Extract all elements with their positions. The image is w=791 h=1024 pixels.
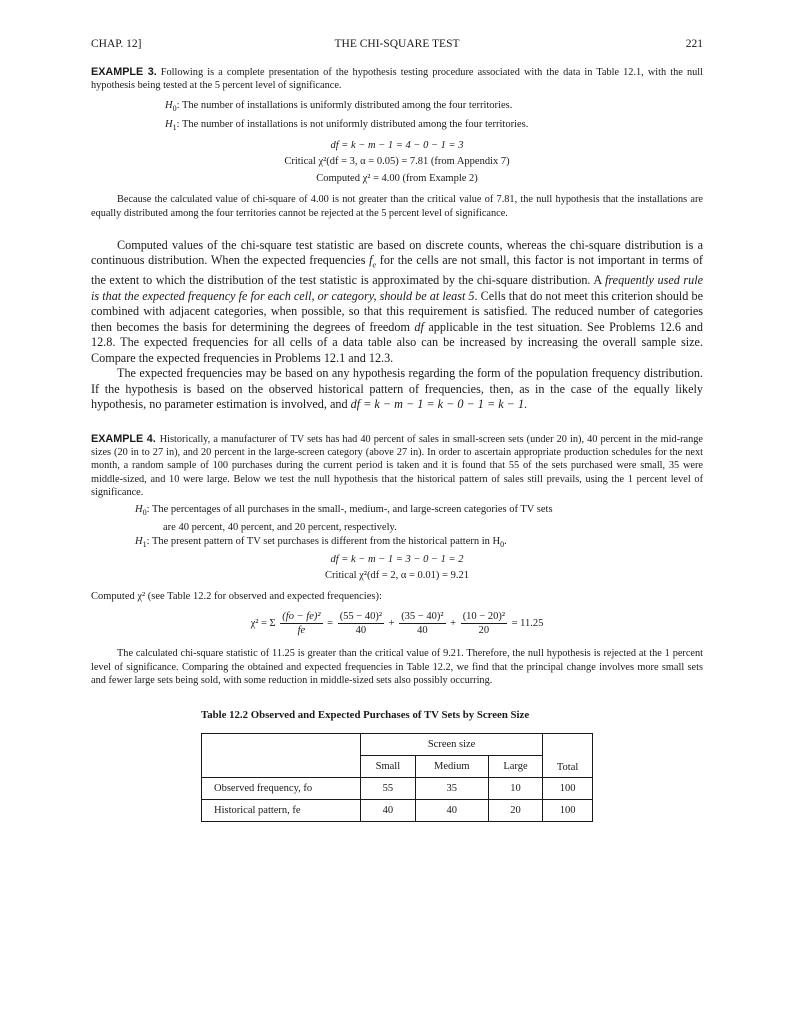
table-caption: Table 12.2 Observed and Expected Purchases of TV Sets by Screen Size (201, 709, 530, 722)
table-cell: 10 (488, 777, 542, 799)
example-4-h1: $H_1$: The present pattern of TV set purchases is different from the historical pattern in $H_0$. (135, 536, 507, 550)
running-title: THE CHI-SQUARE TEST (334, 38, 460, 50)
table-cell: 100 (543, 777, 593, 799)
formula-result: = 11.25 (511, 618, 544, 630)
formula-general-term: $\frac{\text{(fo − fe)²}}{fe}$ (282, 611, 321, 637)
example-4-label: EXAMPLE 4. (91, 432, 156, 445)
formula-term-small: $\frac{\text{(55 − 40)²}}{40}$ (339, 611, 383, 637)
table-group-header: Screen size (361, 733, 543, 755)
example-3-computed: Computed χ² = 4.00 (from Example 2) (316, 172, 478, 184)
chapter-label: CHAP. 12] (91, 38, 142, 50)
example-3-df: df = k − m − 1 = 4 − 0 − 1 = 3 (330, 139, 464, 151)
table-corner-cell (202, 733, 361, 777)
example-4-critical: Critical χ²(df = 2, α = 0.01) = 9.21 (325, 570, 469, 582)
table-header-large: Large (488, 755, 542, 777)
example-4-df: df = k − m − 1 = 3 − 0 − 1 = 2 (330, 553, 464, 565)
formula-term-large: $\frac{\text{(10 − 20)²}}{20}$ (462, 611, 506, 637)
example-3-intro: EXAMPLE 3. Following is a complete presentation of the hypothesis testing procedure associated with the data in Table 12.1, with the null hypothesis being tested at the 5 percent level of significance. (91, 66, 704, 92)
table-row-label: Observed frequency, fo (202, 777, 361, 799)
example-3-h0: $H_0$: The number of installations is uniformly distributed among the four territories. (165, 99, 513, 113)
example-4-intro: EXAMPLE 4. Historically, a manufacturer of TV sets has had 40 percent of sales in small-screen sets (under 20 in), 40 percent in the mid-range sizes (20 in to 27 in), and 20 percent in the large-screen category (above 27 in). In order to ascertain appropriate production schedules for the next month, a random sample of 100 purchases during the current period is taken and it is found that 55 of the sets purchased were small, 35 were middle-sized, and 10 were large. Below we test the null hypothesis that the historical pattern of sales still prevails, using the 1 percent level of significance. (91, 432, 703, 498)
data-table (201, 733, 593, 822)
example-3-label: EXAMPLE 3. (91, 66, 157, 78)
example-3-h1: $H_1$: The number of installations is not uniformly distributed among the four territories. (165, 119, 529, 133)
table-cell: 20 (488, 799, 542, 821)
example-3-critical: Critical χ²(df = 3, α = 0.05) = 7.81 (from Appendix 7) (284, 156, 510, 168)
table-header-total: Total (543, 733, 593, 777)
example-4-computed-label: Computed χ² (see Table 12.2 for observed and expected frequencies): (91, 590, 382, 602)
table-cell: 100 (543, 799, 593, 821)
example-4-conclusion: The calculated chi-square statistic of 11.25 is greater than the critical value of 9.21. Therefore, the null hypothesis is rejected at the 1 percent level of significance. Comparing the obtained and expected frequencies in Table 12.2, we find that the principal change involves more small sets and fewer large sets being sold, with some reduction in middle-sized sets also possibly occurring. (91, 648, 703, 687)
table-cell: 40 (415, 799, 488, 821)
table-cell: 35 (415, 777, 488, 799)
table-cell: 40 (361, 799, 416, 821)
example-4-h0: $H_0$: The percentages of all purchases in the small-, medium-, and large-screen categories of TV sets (135, 504, 553, 518)
body-paragraph-1: Computed values of the chi-square test statistic are based on discrete counts, whereas the chi-square distribution is a continuous distribution. When the expected frequencies $f_e$ for the cells are not small, this factor is not important in terms of the extent to which the distribution of the test statistic is approximated by the chi-square distribution. A frequently used rule is that the expected frequency fe for each cell, or category, should be at least 5. Cells that do not meet this criterion should be combined with adjacent categories, when possible, so that this requirement is satisfied. The reduced number of categories then becomes the basis for determining the degrees of freedom df applicable in the test situation. See Problems 12.6 and 12.8. The expected frequencies for all cells of a data table also can be increased by increasing the overall sample size. Compare the expected frequencies in Problems 12.1 and 12.3. (91, 237, 703, 365)
example-4-h0-continued: are 40 percent, 40 percent, and 20 percent, respectively. (163, 521, 397, 533)
page (91, 38, 703, 822)
formula-term-medium: $\frac{\text{(35 − 40)²}}{40}$ (401, 611, 444, 637)
table-row (202, 799, 593, 821)
table-header-small: Small (361, 755, 416, 777)
chi-square-formula: χ² = Σ $\frac{\text{(fo − fe)²}}{fe}$ = $\frac{\text{(55 − 40)²}}{40}$ + $\frac{\text{(35 − 40)²}}{40}$ + $\frac{\text{(10 − 20)²}}{20}$ = 11.25 (250, 611, 544, 637)
table-row (202, 777, 593, 799)
table-cell: 55 (361, 777, 416, 799)
example-3-conclusion: Because the calculated value of chi-square of 4.00 is not greater than the critical value of 7.81, the null hypothesis that the installations are equally distributed among the four territories cannot be rejected at the 5 percent level of significance. (91, 194, 703, 219)
page-number: 221 (685, 38, 703, 50)
body-paragraph-2: The expected frequencies may be based on any hypothesis regarding the form of the population frequency distribution. If the hypothesis is based on the observed historical pattern of frequencies, then, as in the case of the equally likely hypothesis, no parameter estimation is involved, and df = k − m − 1 = k − 0 − 1 = k − 1. (91, 366, 703, 412)
table-row-label: Historical pattern, fe (202, 799, 361, 821)
running-header (91, 38, 703, 52)
table-header-medium: Medium (415, 755, 488, 777)
